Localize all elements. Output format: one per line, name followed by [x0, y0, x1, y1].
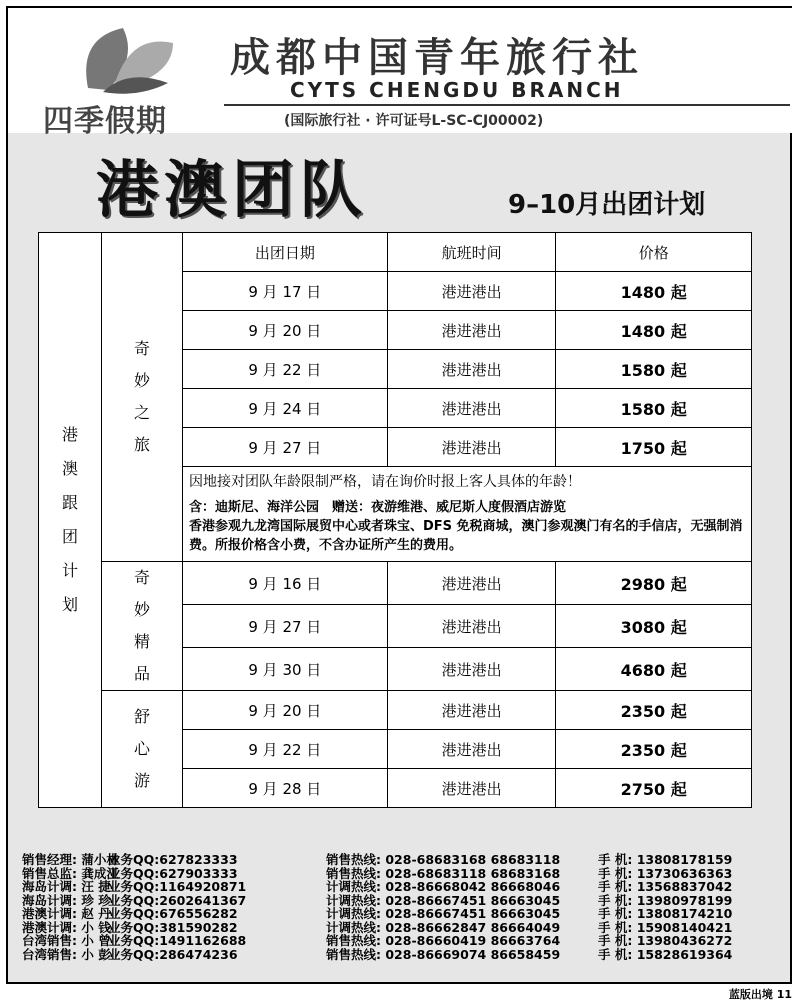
- contact-row: [22, 880, 782, 894]
- price-cell: 2750 起: [556, 769, 752, 808]
- contact-qq: 业务QQ:627823333: [108, 852, 238, 867]
- price-cell: 1480 起: [556, 311, 752, 350]
- date-cell: 9 月 17 日: [183, 272, 388, 311]
- date-cell: 9 月 22 日: [183, 730, 388, 769]
- contact-hotline: 计调热线: 028-86662847 86664049: [326, 919, 561, 935]
- footer-tag: 蓝版出境 11: [728, 988, 792, 1001]
- price-cell: 3080 起: [556, 605, 752, 648]
- date-cell: 9 月 16 日: [183, 562, 388, 605]
- contact-name: 海岛计调: 珍 珍: [22, 892, 111, 908]
- contact-hotline: 销售热线: 028-68683168 68683118: [326, 852, 561, 867]
- contact-name: 海岛计调: 汪 捷: [22, 879, 111, 894]
- flight-cell: 港进港出: [387, 730, 556, 769]
- contact-mobile: 手 机: 13808178159: [598, 852, 733, 867]
- logo-petal-icon: [68, 18, 188, 98]
- contact-hotline: 计调热线: 028-86667451 86663045: [326, 906, 561, 921]
- contact-name: 台湾销售: 小 曾: [22, 933, 111, 948]
- contact-qq: 业务QQ:1164920871: [108, 879, 247, 894]
- column-header: 价格: [556, 233, 752, 272]
- column-header: 航班时间: [387, 233, 556, 272]
- contact-qq: 业务QQ:627903333: [108, 865, 238, 881]
- contact-mobile: 手 机: 13980978199: [598, 892, 733, 908]
- table-row: [39, 691, 752, 730]
- flight-cell: 港进港出: [387, 605, 556, 648]
- flight-cell: 港进港出: [387, 691, 556, 730]
- flight-cell: 港进港出: [387, 562, 556, 605]
- price-cell: 2980 起: [556, 562, 752, 605]
- page-subtitle: 9–10月出团计划: [508, 190, 706, 220]
- date-cell: 9 月 24 日: [183, 389, 388, 428]
- group-name: 舒 心 游: [102, 691, 183, 808]
- flight-cell: 港进港出: [387, 428, 556, 467]
- price-cell: 1480 起: [556, 272, 752, 311]
- flight-cell: 港进港出: [387, 311, 556, 350]
- contact-list: [22, 853, 782, 961]
- contact-row: [22, 921, 782, 935]
- includes-text: 含：迪斯尼、海洋公园 赠送：夜游维港、威尼斯人度假酒店游览: [189, 500, 567, 515]
- date-cell: 9 月 20 日: [183, 691, 388, 730]
- tour-notes: [183, 467, 752, 562]
- contact-name: 销售经理: 蒲小林: [22, 852, 119, 867]
- contact-mobile: 手 机: 13568837042: [598, 879, 733, 894]
- company-name-cn: 成都中国青年旅行社: [230, 35, 644, 81]
- group-name: 奇 妙 之 旅: [102, 233, 183, 562]
- contact-qq: 业务QQ:1491162688: [108, 933, 247, 948]
- contact-row: [22, 907, 782, 921]
- group-name: 奇 妙 精 品: [102, 562, 183, 691]
- contact-hotline: 销售热线: 028-86669074 86658459: [326, 946, 561, 962]
- contact-row: [22, 934, 782, 948]
- contact-name: 销售总监: 龚成江: [22, 865, 119, 881]
- flight-cell: 港进港出: [387, 389, 556, 428]
- contact-name: 港澳计调: 赵 丹: [22, 906, 111, 921]
- table-row: [39, 562, 752, 605]
- schedule-table: [38, 232, 752, 808]
- date-cell: 9 月 22 日: [183, 350, 388, 389]
- price-cell: 4680 起: [556, 648, 752, 691]
- contact-name: 台湾销售: 小 彭: [22, 946, 111, 962]
- contact-mobile: 手 机: 15908140421: [598, 919, 733, 935]
- detail-text: 香港参观九龙湾国际展贸中心或者珠宝、DFS 免税商城，澳门参观澳门有名的手信店，无强制消费。所报价格含小费，不含办证所产生的费用。: [189, 519, 743, 553]
- contact-qq: 业务QQ:286474236: [108, 946, 238, 962]
- price-cell: 1750 起: [556, 428, 752, 467]
- date-cell: 9 月 20 日: [183, 311, 388, 350]
- contact-row: [22, 867, 782, 881]
- company-name-en: CYTS CHENGDU BRANCH: [290, 78, 624, 102]
- date-cell: 9 月 28 日: [183, 769, 388, 808]
- flight-cell: 港进港出: [387, 648, 556, 691]
- contact-name: 港澳计调: 小 钱: [22, 919, 111, 935]
- date-cell: 9 月 27 日: [183, 605, 388, 648]
- contact-mobile: 手 机: 13808174210: [598, 906, 733, 921]
- page-title: 港澳团队: [96, 153, 369, 226]
- divider: [224, 104, 790, 106]
- contact-mobile: 手 机: 15828619364: [598, 946, 733, 962]
- header: [8, 8, 792, 139]
- contact-qq: 业务QQ:676556282: [108, 906, 238, 921]
- flight-cell: 港进港出: [387, 272, 556, 311]
- contact-mobile: 手 机: 13730636363: [598, 865, 733, 881]
- contact-row: [22, 948, 782, 962]
- logo-text: 四季假期: [43, 104, 167, 139]
- column-header: 出团日期: [183, 233, 388, 272]
- contact-hotline: 计调热线: 028-86668042 86668046: [326, 879, 561, 894]
- contact-row: [22, 853, 782, 867]
- contact-mobile: 手 机: 13980436272: [598, 933, 733, 948]
- price-cell: 2350 起: [556, 730, 752, 769]
- contact-hotline: 计调热线: 028-86667451 86663045: [326, 892, 561, 908]
- license-number: (国际旅行社 · 许可证号L-SC-CJ00002): [284, 113, 544, 129]
- flight-cell: 港进港出: [387, 769, 556, 808]
- date-cell: 9 月 30 日: [183, 648, 388, 691]
- price-cell: 2350 起: [556, 691, 752, 730]
- price-cell: 1580 起: [556, 350, 752, 389]
- contact-hotline: 销售热线: 028-86660419 86663764: [326, 933, 561, 948]
- contact-hotline: 销售热线: 028-68683118 68683168: [326, 865, 561, 881]
- price-cell: 1580 起: [556, 389, 752, 428]
- flight-cell: 港进港出: [387, 350, 556, 389]
- date-cell: 9 月 27 日: [183, 428, 388, 467]
- age-warning: 因地接对团队年龄限制严格，请在询价时报上客人具体的年龄！: [189, 474, 581, 490]
- side-label: 港 澳 跟 团 计 划: [39, 233, 102, 808]
- contact-row: [22, 894, 782, 908]
- contact-qq: 业务QQ:381590282: [108, 919, 238, 935]
- contact-qq: 业务QQ:2602641367: [108, 892, 247, 908]
